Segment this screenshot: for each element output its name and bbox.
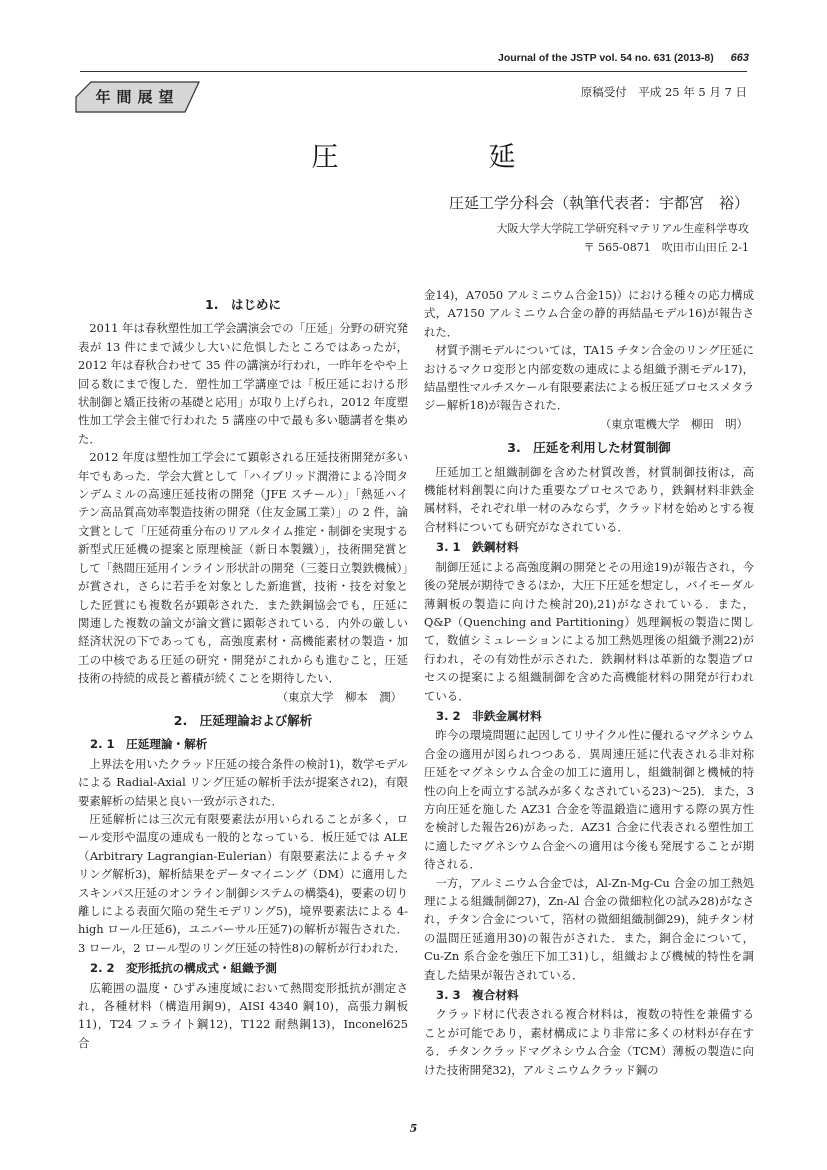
left-column	[78, 290, 408, 1052]
article-title: 圧延	[311, 142, 666, 173]
header-rule	[80, 71, 747, 72]
paragraph: 材質予測モデルについては，TA15 チタン合金のリング圧延におけるマクロ変形と内部変数の連成による組織予測モデル17)，結晶塑性マルチスケール有限要素法による板圧延プロセスメタラジー解析18)が報告された．	[424, 343, 754, 413]
signature: （東京大学 柳本 潤）	[276, 689, 402, 704]
journal-page-number: 663	[730, 52, 749, 64]
section-badge	[75, 81, 200, 113]
section-heading: 2. 圧延理論および解析	[173, 712, 313, 728]
subsection-heading: 3. 2 非鉄金属材料	[436, 708, 542, 723]
subsection-heading: 3. 3 複合材料	[436, 988, 519, 1003]
address: 〒 565-0871 吹田市山田丘 2-1	[583, 241, 749, 254]
paragraph: 広範囲の温度・ひずみ速度域において熱間変形抵抗が測定され，各種材料（構造用鋼9)，AISI 4340 鋼10)，高張力鋼板11)，T24 フェライト鋼12)，T122 耐熱鋼13)，Inconel625 合	[78, 980, 408, 1050]
paragraph: クラッド材に代表される複合材料は，複数の特性を兼備することが可能であり，素材構成により非常に多くの材料が存在する．チタンクラッドマグネシウム合金（TCM）薄板の製造に向けた技術開発32)，アルミニウムクラッド鋼の	[424, 1007, 754, 1077]
subsection-heading: 2. 1 圧延理論・解析	[90, 737, 208, 752]
paragraph: 2011 年は春秋塑性加工学会講演会での「圧延」分野の研究発表が 13 件にまで減少し大いに危惧したところではあったが，2012 年は春秋合わせて 35 件の講演が行われ，一昨年をやや上回る数にまで復した．塑性加工学講座では「板圧延における形状制御と矯正技術の基礎と応用」が取り上げられ，2012 年度塑性加工学会主催で行われた 5 講座の中で最も多い聴講者を集めた．	[78, 321, 408, 446]
paragraph: 一方，アルミニウム合金では，Al-Zn-Mg-Cu 合金の加工熱処理による組織制御27)，Zn-Al 合金の微細粒化の試み28)がなされ，チタン合金について，箔材の微細組織制御29)，純チタン材の温間圧延適用30)の報告がされた．また，銅合金について，Cu-Zn 系合金を強圧下加工31)し，組織および機械的特性を調査した結果が報告されている．	[424, 875, 754, 982]
paragraph: 上界法を用いたクラッド圧延の接合条件の検討1)，数学モデルによる Radial-Axial リング圧延の解析手法が提案され2)，有限要素解析の結果と良い一致が示された．	[78, 756, 408, 808]
badge-label: 年間展望	[95, 88, 180, 106]
right-column	[424, 286, 754, 1079]
paragraph: 圧延加工と組織制御を含めた材質改善，材質制御技術は，高機能材料創製に向けた重要なプロセスであり，鉄鋼材料非鉄金属材料，それぞれ単一材のみならず，クラッド材を始めとする複合材料についても研究がなされている．	[424, 464, 754, 534]
paragraph: 圧延解析には三次元有限要素法が用いられることが多く，ロール変形や温度の連成も一般的となっている．板圧延では ALE（Arbitrary Lagrangian-Eulerian）有限要素法によるチャタリング解析3)，解析結果をデータマイニング（DM）に適用したスキンパス圧延のオンライン制御システムの構築4)，要素の切り離しによる表面欠陥の発生モデリング5)，境界要素法による 4-high ロール圧延6)，ユニバーサル圧延7)の解析が報告された．3 ロール，2 ロール型のリング圧延の特性8)の解析が行われた．	[78, 811, 408, 955]
paragraph: 金14)，A7050 アルミニウム合金15)）における種々の応力構成式，A7150 アルミニウム合金の静的再結晶モデル16)が報告された．	[424, 288, 754, 339]
paragraph: 制御圧延による高強度鋼の開発とその用途19)が報告され，今後の発展が期待できるほか，大圧下圧延を想定し，バイモーダル薄鋼板の製造に向けた検討20),21)がなされている．また，Q&P（Quenching and Partitioning）処理鋼板の製造に関して，数値シミュレーションによる加工熱処理後の組織予測22)が行われ，その有効性が示された．鉄鋼材料は革新的な製造プロセスの提案による組織制御を含めた高機能材料の開発が行われている．	[424, 559, 754, 703]
footer-page-number: 5	[409, 1122, 418, 1135]
journal-header	[498, 52, 749, 64]
subsection-heading: 2. 2 変形抵抗の構成式・組織予測	[90, 961, 277, 976]
received-date: 原稿受付 平成 25 年 5 月 7 日	[580, 85, 747, 99]
signature: （東京電機大学 柳田 明）	[599, 416, 748, 431]
journal-info: Journal of the JSTP vol. 54 no. 631 (2013-8)	[498, 52, 714, 64]
author-name: 圧延工学分科会（執筆代表者：宇都宮 裕）	[448, 194, 749, 212]
section-heading: 1. はじめに	[205, 297, 281, 312]
section-heading: 3. 圧延を利用した材質制御	[507, 440, 671, 456]
paragraph: 2012 年度は塑性加工学会にて顕彰される圧延技術開発が多い年でもあった．学会大賞として「ハイブリッド潤滑による冷間タンデムミルの高速圧延技術の開発（JFE スチール）」「熱延ハイテン高品質高効率製造技術の開発（住友金属工業）」の 2 件，論文賞として「圧延荷重分布のリアルタイム推定・制御を実現する新型式圧延機の提案と原理検証（新日本製鐵）」，技術開発賞として「熱間圧延用インライン形状計の開発（三菱日立製鉄機械）」が賞され，さらに若手を対象とした新進賞，技術・技を対象とした匠賞にも複数名が顕彰された．また鉄鋼協会でも，圧延に関連した複数の論文が論文賞に顕彰されている．内外の厳しい経済状況の下であっても，高強度素材・高機能素材の製造・加工の中核である圧延の研究・開発がこれからも進むこと，圧延技術の持続的成長と蓄積が続くことを期待したい．	[78, 450, 408, 686]
author-block	[449, 192, 749, 257]
paragraph: 昨今の環境問題に起因してリサイクル性に優れるマグネシウム合金の適用が図られつつある．異周速圧延に代表される非対称圧延をマグネシウム合金の加工に適用し，組織制御と機械的特性の向上を両立する試みが多くなされている23)～25)．また，3 方向圧延を施した AZ31 合金を等温鍛造に適用する際の異方性を検討した報告26)があった．AZ31 合金に代表される塑性加工に適したマグネシウム合金への適用は今後も発展することが期待される．	[424, 728, 754, 872]
subsection-heading: 3. 1 鉄鋼材料	[436, 540, 519, 555]
affiliation: 大阪大学大学院工学研究科マテリアル生産科学専攻	[496, 222, 749, 235]
